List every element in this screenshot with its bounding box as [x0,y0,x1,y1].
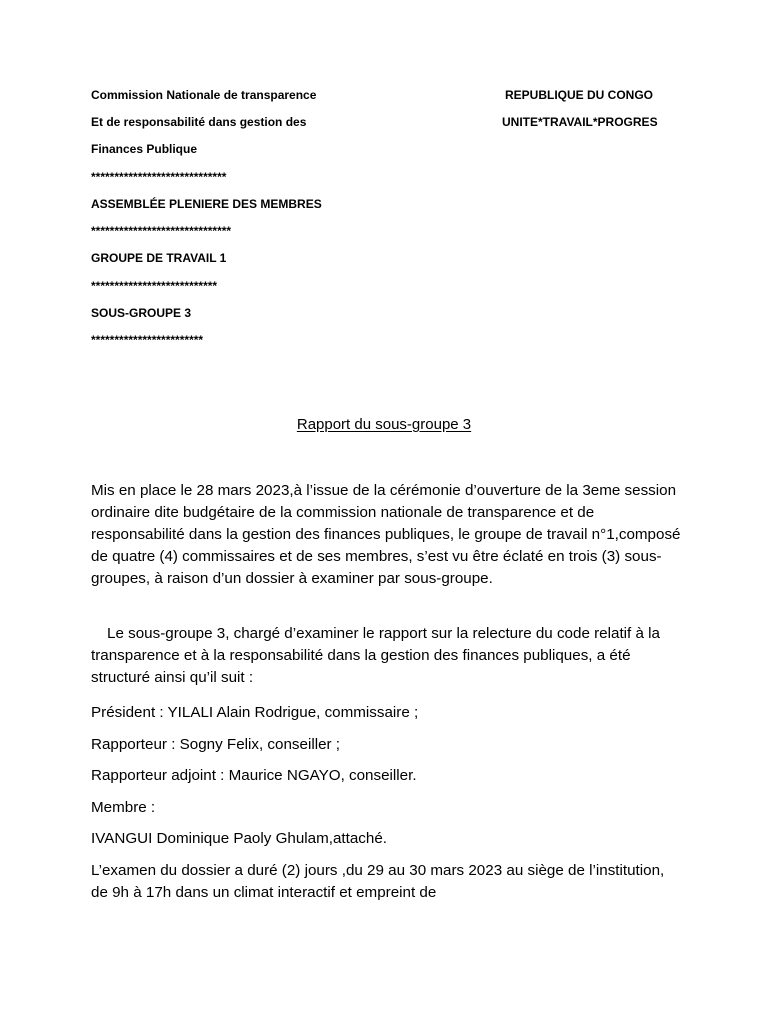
membre-entry: IVANGUI Dominique Paoly Ghulam,attaché. [91,830,388,847]
duration-paragraph: L’examen du dossier a duré (2) jours ,du 29 au 30 mars 2023 au siège de l’institution, de 9h à 17h dans un climat interactif et empreint de [91,862,665,901]
structure-paragraph: Le sous-groupe 3, chargé d’examiner le rapport sur la relecture du code relatif à la transparence et à la responsabilité dans la gestion des finances publiques, a été structuré ainsi qu’il suit : [91,625,660,686]
separator-line: *************************** [91,279,218,293]
assembly-heading: ASSEMBLÉE PLENIERE DES MEMBRES [91,197,322,211]
membre-label: Membre : [91,799,156,816]
separator-line: ************************ [91,333,204,347]
institution-name-line1: Commission Nationale de transparence [91,88,317,102]
intro-paragraph: Mis en place le 28 mars 2023,à l’issue de la cérémonie d’ouverture de la 3eme session ordinaire dite budgétaire de la commission nationale de transparence et de responsabilité dans la gestion des finances publiques, le groupe de travail n°1,composé de quatre (4) commissaires et de ses membres, s’est vu être éclaté en trois (3) sous-groupes, à raison d’un dossier à examiner par sous-groupe. [91,482,681,587]
rapporteur-entry: Rapporteur : Sogny Felix, conseiller ; [91,736,341,753]
report-title [0,416,768,434]
national-motto: UNITE*TRAVAIL*PROGRES [502,115,658,129]
separator-line: ***************************** [91,170,227,184]
institution-name-line3: Finances Publique [91,142,198,156]
rapporteur-adjoint-entry: Rapporteur adjoint : Maurice NGAYO, conseiller. [91,767,417,784]
institution-name-line2: Et de responsabilité dans gestion des [91,115,307,129]
subgroup-heading: SOUS-GROUPE 3 [91,306,192,320]
working-group-heading: GROUPE DE TRAVAIL 1 [91,251,227,265]
separator-line: ****************************** [91,224,232,238]
president-entry: Président : YILALI Alain Rodrigue, commissaire ; [91,704,419,721]
country-name: REPUBLIQUE DU CONGO [505,88,654,102]
report-title-text: Rapport du sous-groupe 3 [296,416,472,433]
